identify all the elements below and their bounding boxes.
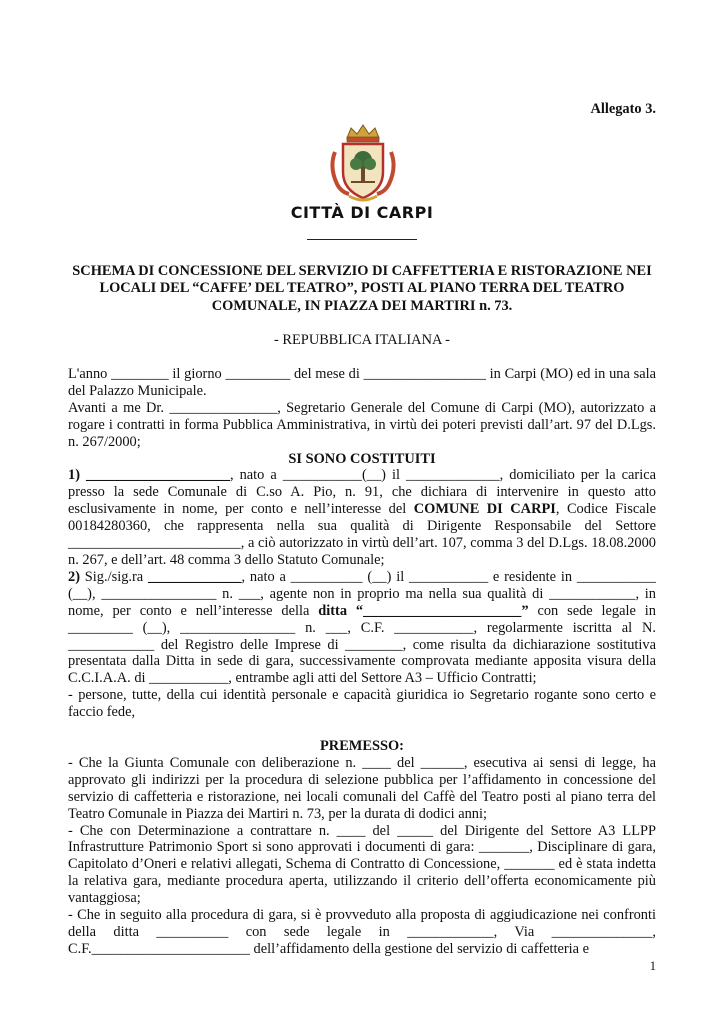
divider [307, 239, 417, 240]
paragraph-persons: - persone, tutte, della cui identità personale e capacità giuridica io Segretario rogante sono certo e faccio fede, [68, 687, 656, 721]
party-2-text-b: , nato a __________ (__) il ___________ e residente in ___________ (__), ________________ n. ___, agente non in proprio ma nella sua qualità di ____________, in nome, per conto e nell’interesse della [68, 568, 657, 619]
page-number: 1 [649, 959, 656, 973]
paragraph-party-1 [68, 467, 656, 568]
party-1-comune: COMUNE DI CARPI [413, 501, 556, 518]
paragraph-giunta: - Che la Giunta Comunale con deliberazione n. ____ del ______, esecutiva ai sensi di legge, ha approvato gli indirizzi per la procedura di selezione pubblica per l’affidamento in concessione del servizio di caffetteria e ristorazione, nei locali comunali del Caffè del Teatro posti al piano terra del Teatro Comunale in Piazza dei Martiri n. 73, per la durata di dodici anni; [68, 754, 656, 822]
paragraph-aggiudicazione: - Che in seguito alla procedura di gara, si è provveduto alla proposta di aggiudicazione nei confronti della ditta __________ con sede legale in ____________, Via ______________, C.F.______________________ dell’affidamento della gestione del servizio di caffetteria e [68, 907, 656, 957]
city-crest-icon [327, 122, 399, 206]
party-1-text-b: , Codice Fiscale 00184280360, che rappresenta nella sua qualità di Dirigente Responsabile del Settore ________________________, a ciò autorizzato in virtù dell’art. 107, comma 3 del D.Lgs. 18.08.2000 n. 267, e dell’art. 48 comma 3 dello Statuto Comunale; [68, 501, 656, 568]
party-2-ditta: ditta “______________________” [318, 602, 529, 619]
paragraph-party-2 [68, 569, 656, 687]
party-2-text-c: con sede legale in _________ (__), ________________ n. ___, C.F. ___________, regolarmente iscritta al N. ____________ del Registro delle Imprese di ________, come risulta da dichiarazione sostitutiva presentata dalla Ditta in sede di gara, successivamente comprovata mediante apposita visura della C.C.I.A.A. di ___________, entrambe agli atti del Settore A3 – Ufficio Contratti; [68, 602, 656, 687]
document-title: SCHEMA DI CONCESSIONE DEL SERVIZIO DI CAFFETTERIA E RISTORAZIONE NEI LOCALI DEL “CAFFE’ DEL TEATRO”, POSTI AL PIANO TERRA DEL TEATRO COMUNALE, IN PIAZZA DEI MARTIRI n. 73. [72, 263, 652, 314]
party-2-number: 2) [68, 568, 80, 585]
party-1-number: 1) [68, 467, 80, 484]
republic-heading: - REPUBBLICA ITALIANA - [274, 332, 450, 348]
party-2-name: _____________ [147, 568, 242, 585]
party-1-name: ____________________ [86, 467, 230, 484]
heading-costituiti: SI SONO COSTITUITI [288, 450, 436, 467]
document-body [68, 366, 656, 958]
paragraph-date: L'anno ________ il giorno _________ del mese di _________________ in Carpi (MO) ed in una sala del Palazzo Municipale. [68, 366, 656, 399]
heading-premesso: PREMESSO: [320, 738, 404, 755]
party-1-text-a: , nato a ___________(__) il _____________, domiciliato per la carica presso la sede Comunale di C.so A. Pio, n. 91, che dichiara di intervenire in questo atto esclusivamente in nome, per conto e nell’interesse del [68, 467, 656, 518]
paragraph-secretary: Avanti a me Dr. _______________, Segretario Generale del Comune di Carpi (MO), autorizzato a rogare i contratti in forma Pubblica Amministrativa, in virtù dei poteri previsti dall’art. 97 del D.Lgs. n. 267/2000; [68, 399, 656, 450]
party-2-text-a: Sig./sig.ra [80, 568, 148, 585]
paragraph-determinazione: - Che con Determinazione a contrattare n. ____ del _____ del Dirigente del Settore A3 LLPP Infrastrutture Patrimonio Sport si sono approvati i documenti di gara: _______, Disciplinare di gara, Capitolato d’Oneri e relativi allegati, Schema di Contratto di Concessione, _______ ed è stata indetta la relativa gara, mediante procedura aperta, utilizzando il criterio dell’offerta economicamente più vantaggiosa; [68, 822, 656, 907]
attachment-label: Allegato 3. [590, 101, 656, 117]
city-name: CITTÀ DI CARPI [290, 203, 434, 222]
